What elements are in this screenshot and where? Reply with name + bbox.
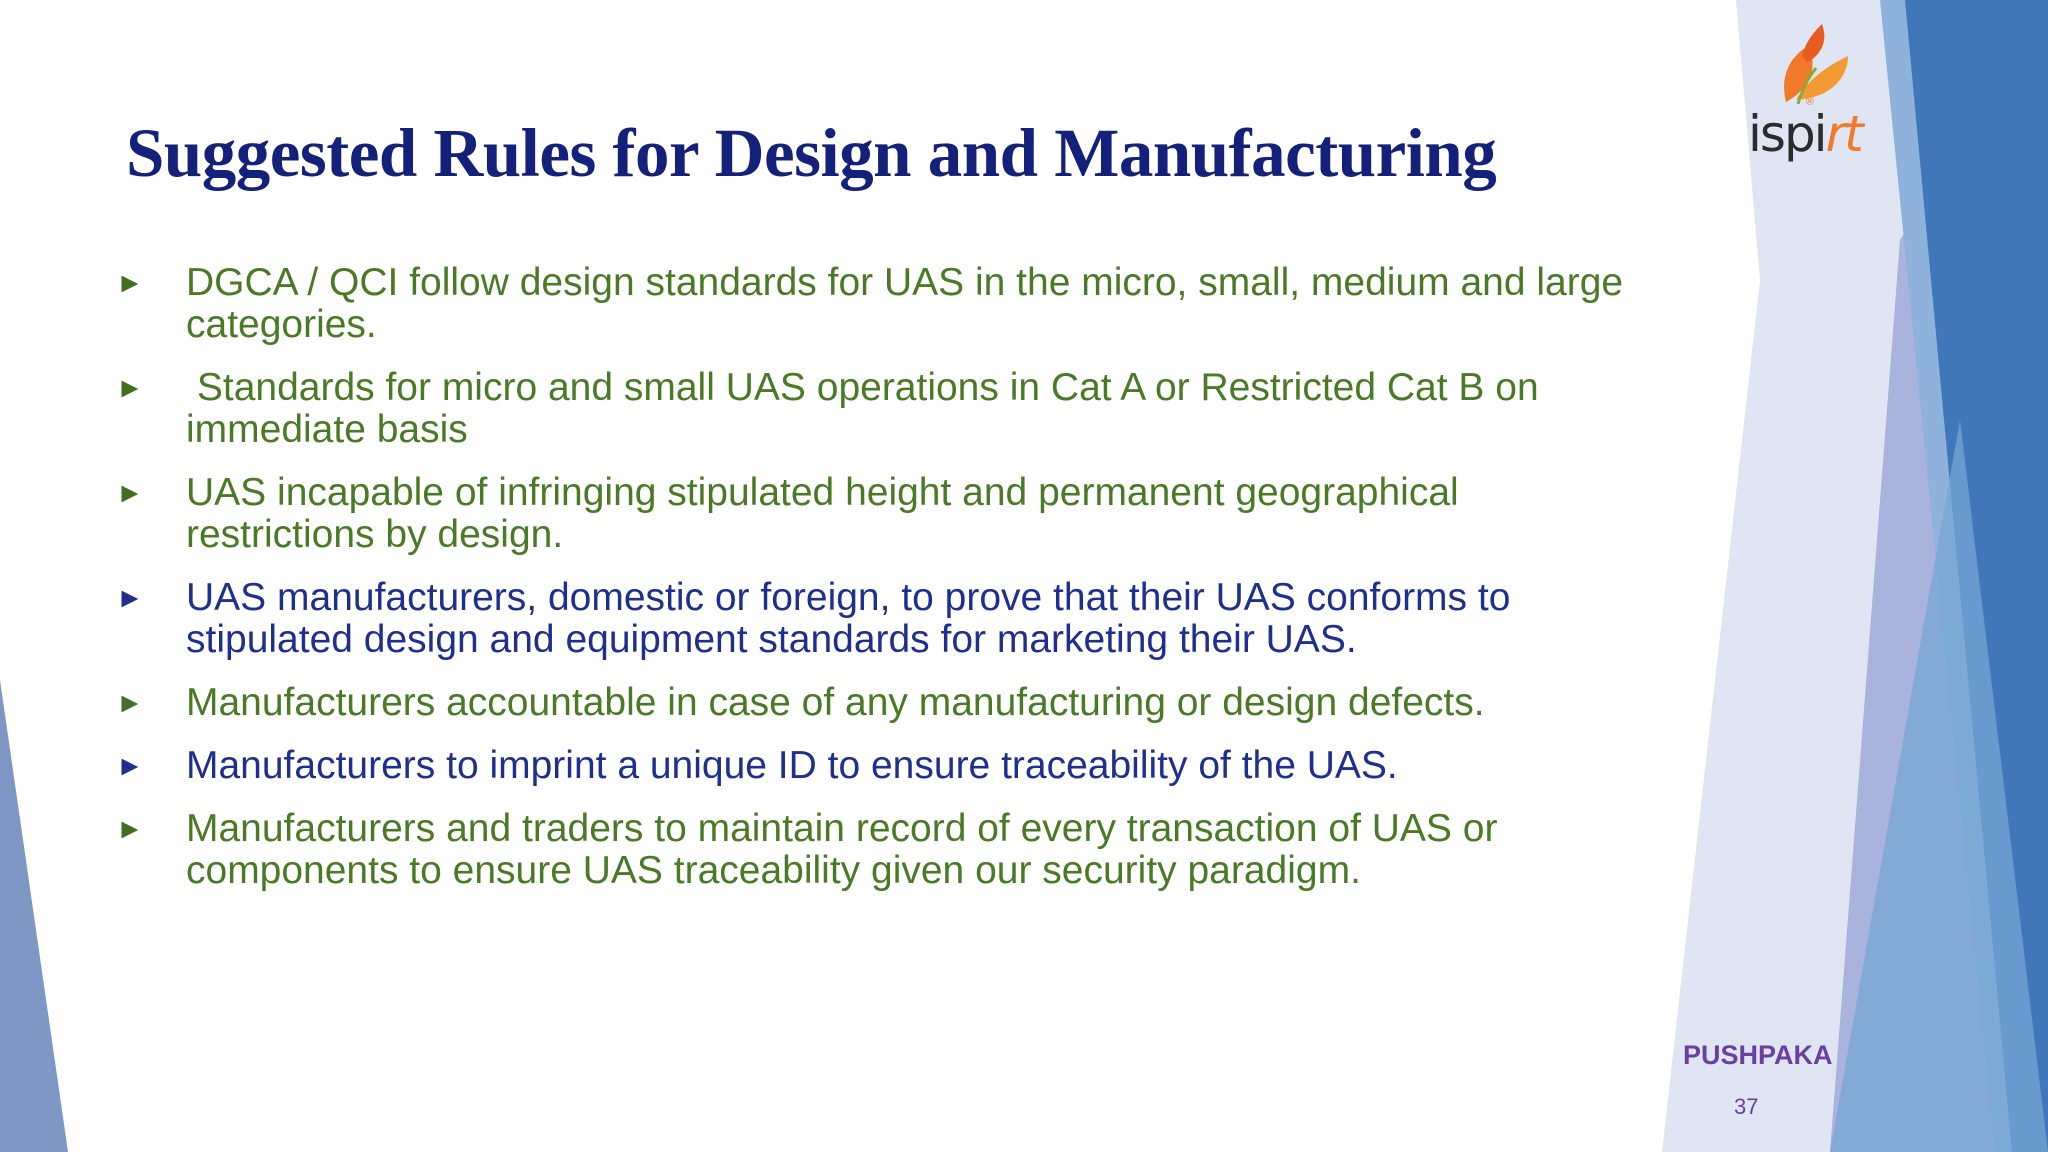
left-blue-wedge [0,680,68,1152]
bullet-text: DGCA / QCI follow design standards for UAS in the micro, small, medium and large categories. [186,261,1624,346]
slide-title: Suggested Rules for Design and Manufacturing [126,115,1497,191]
bullet-item [116,472,1636,556]
bullet-marker-icon: ► [116,372,144,403]
bullet-item [116,367,1636,451]
bullet-item [116,682,1636,724]
bullet-marker-icon: ► [116,582,144,613]
bullet-marker-icon: ► [116,813,144,844]
logo-text-dark: ispi [1748,105,1826,163]
logo-wordmark [1748,106,1862,162]
bullet-marker-icon: ► [116,267,144,298]
bullet-text: UAS incapable of infringing stipulated height and permanent geographical restrictions by design. [186,471,1459,556]
registered-mark: ® [1806,96,1815,108]
bullet-text: UAS manufacturers, domestic or foreign, to prove that their UAS conforms to stipulated design and equipment standards for marketing their UAS. [186,576,1511,661]
bullet-item [116,808,1636,892]
bullet-marker-icon: ► [116,477,144,508]
bullet-text: Manufacturers to imprint a unique ID to ensure traceability of the UAS. [186,744,1398,787]
bullet-list [116,262,1636,913]
bullet-item [116,745,1636,787]
footer-brand: PUSHPAKA [1683,1040,1833,1070]
bullet-item [116,577,1636,661]
page-number: 37 [1734,1094,1759,1119]
bullet-item [116,262,1636,346]
bullet-text: Manufacturers accountable in case of any manufacturing or design defects. [186,681,1485,724]
bullet-marker-icon: ► [116,750,144,781]
ispirt-logo [1740,16,1880,176]
bullet-text: Standards for micro and small UAS operations in Cat A or Restricted Cat B on immediate basis [186,366,1550,451]
logo-text-accent: rt [1825,105,1862,163]
bullet-marker-icon: ► [116,687,144,718]
bullet-text: Manufacturers and traders to maintain record of every transaction of UAS or components to ensure UAS traceability given our security paradigm. [186,807,1498,892]
